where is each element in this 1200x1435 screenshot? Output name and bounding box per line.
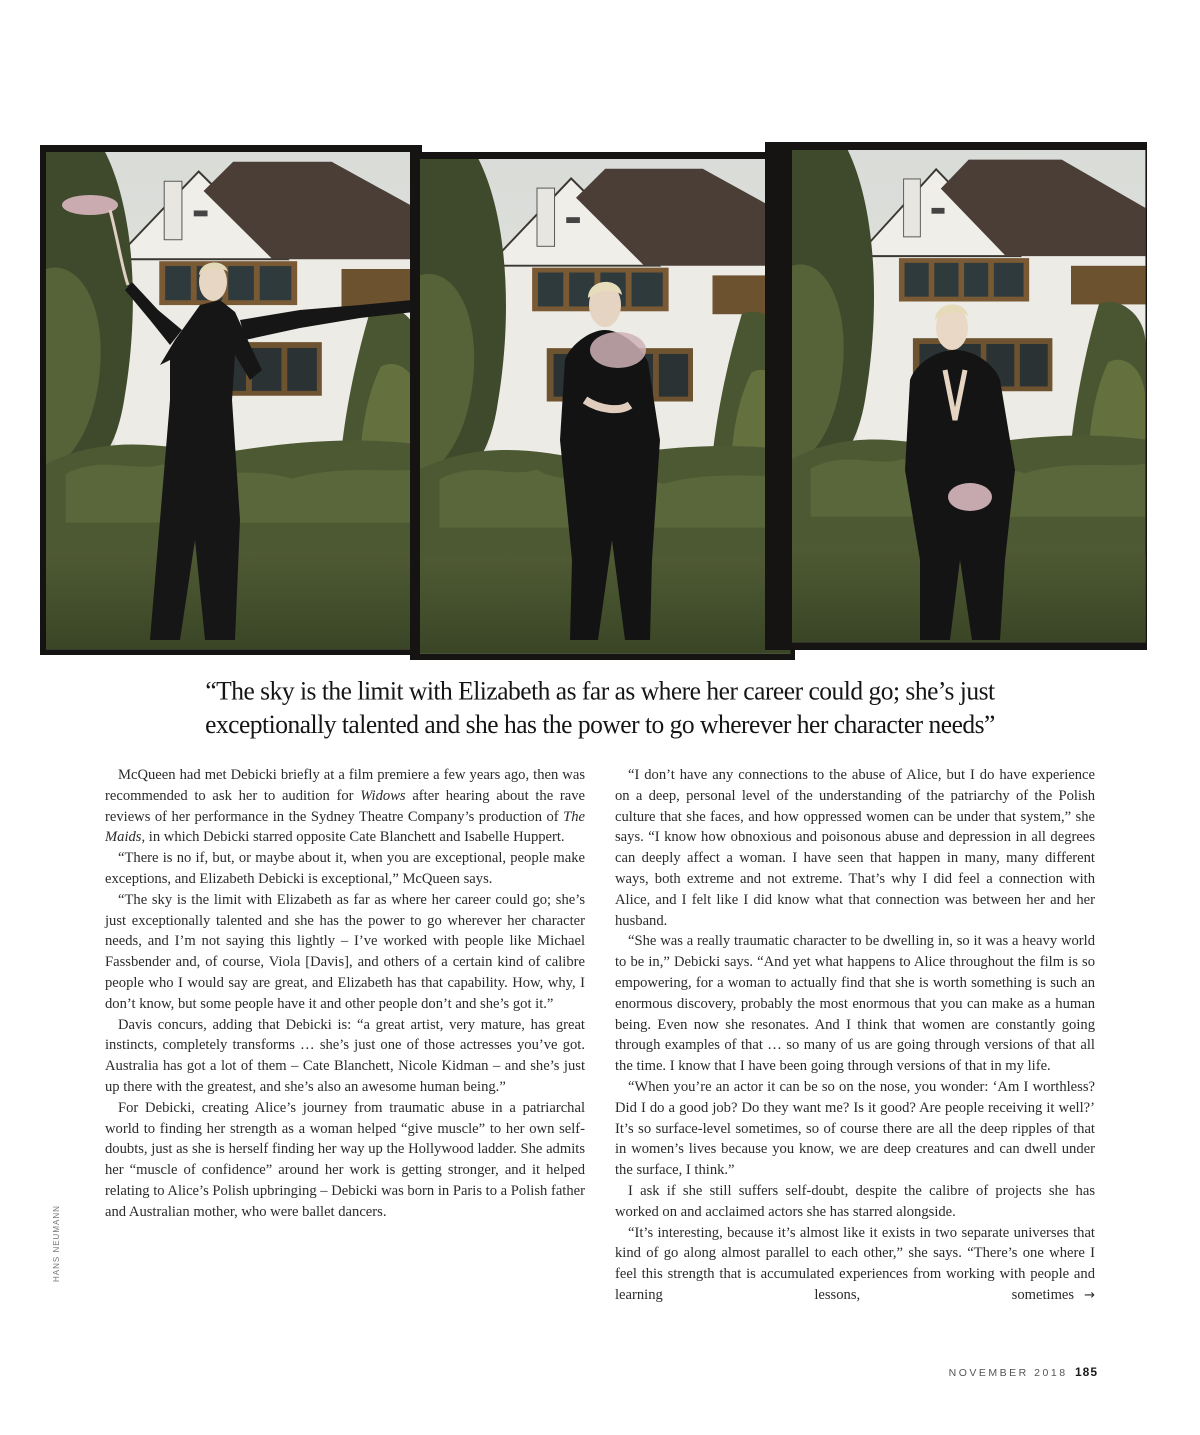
article-paragraph: “It’s interesting, because it’s almost like it exists in two separate universes that kind of go along almost parallel to each other,” she says. “There’s one where I feel this strength that is accumulated experiences from working with people and learning lessons, sometimes → bbox=[615, 1224, 1095, 1303]
photo-credit: HANS NEUMANN bbox=[52, 1205, 61, 1282]
film-title: Widows bbox=[360, 787, 406, 804]
article-paragraph: “I don’t have any connections to the abuse of Alice, but I do have experience on a deep, personal level of the understanding of the patriarchy of the Polish culture that she faces, and how oppressed women can be under that system,” she says. “I know how obnoxious and poisonous abuse and depression in all degrees can deeply affect a woman. I have seen that happen in many, many different ways, both extreme and not extreme. That’s why I did feel a connection with Alice, and I felt like I did know what that connection was between her and her husband. bbox=[615, 767, 1095, 929]
article-column-left bbox=[105, 765, 585, 1223]
article-paragraph: “She was a really traumatic character to be dwelling in, so it was a heavy world to be in,” Debicki says. “And yet what happens to Alice throughout the film is so empowering, for a woman to actually find that she is worth something is such an enormous discovery, probably the most enormous that you can make as a human being. Even now she resonates. And I think that women are constantly going through examples of that … so many of us are going through versions of that all the time. I know that I have been going through versions of that in my life. bbox=[615, 933, 1095, 1075]
photo-frame-arms-raised bbox=[40, 145, 422, 655]
play-title: The Maids bbox=[105, 808, 585, 846]
photo-strip bbox=[0, 0, 1200, 665]
continue-arrow-icon: → bbox=[1084, 1287, 1095, 1303]
photo-frame-smiling bbox=[765, 142, 1147, 650]
article-paragraph: McQueen had met Debicki briefly at a film premiere a few years ago, then was recommended to ask her to audition for Widows after hearing about the rave reviews of her performance in the Sydney Theatre Company’s production of The Maids, in which Debicki starred opposite Cate Blanchett and Isabelle Huppert. bbox=[105, 767, 585, 846]
pull-quote: “The sky is the limit with Elizabeth as far as where her career could go; she’s just exceptionally talented and she has the power to go wherever her character needs” bbox=[205, 675, 995, 740]
folio bbox=[949, 1365, 1098, 1379]
issue-date: NOVEMBER 2018 bbox=[948, 1367, 1068, 1379]
article-paragraph: “There is no if, but, or maybe about it, when you are exceptional, people make exceptions, and Elizabeth Debicki is exceptional,” McQueen says. bbox=[105, 850, 585, 887]
article-paragraph: “When you’re an actor it can be so on the nose, you wonder: ‘Am I worthless? Did I do a good job? Do they want me? Is it good? Are people receiving it well?’ It’s so surface-level sometimes, so of course there are all the deep ripples of that in women’s lives because you know, we are deep creatures and can dwell under the surface, I think.” bbox=[615, 1078, 1095, 1179]
article-paragraph: For Debicki, creating Alice’s journey from traumatic abuse in a patriarchal world to finding her strength as a woman helped “give muscle” to her own self-doubts, just as she is herself finding her way up the Hollywood ladder. She admits her “muscle of confidence” around her work is getting stronger, and it helped relating to Alice’s Polish upbringing – Debicki was born in Paris to a Polish father and Australian mother, who were ballet dancers. bbox=[105, 1099, 585, 1220]
article-paragraph: “The sky is the limit with Elizabeth as far as where her career could go; she’s just exceptionally talented and she has the power to go wherever her character needs, and I’m not saying this lightly – I’ve worked with people like Michael Fassbender and, of course, Viola [Davis], and others of a certain kind of calibre people who I would say are great, and Elizabeth has that capability. How, why, I don’t know, but some people have it and other people don’t and she’s got it.” bbox=[105, 891, 585, 1012]
photo-frame-feather-face bbox=[410, 152, 795, 660]
page-number: 185 bbox=[1074, 1365, 1098, 1379]
article-column-right bbox=[615, 765, 1095, 1307]
photo-strip-svg bbox=[0, 0, 1200, 665]
article-paragraph: Davis concurs, adding that Debicki is: “a great artist, very mature, has great instincts, completely transforms … she’s just one of those actresses you’ve got. Australia has got a lot of them – Cate Blanchett, Nicole Kidman – and she’s just up there with the greatest, and she’s also an awesome human being.” bbox=[105, 1016, 585, 1095]
article-paragraph: I ask if she still suffers self-doubt, despite the calibre of projects she has worked on and acclaimed actors she has starred alongside. bbox=[615, 1182, 1095, 1220]
